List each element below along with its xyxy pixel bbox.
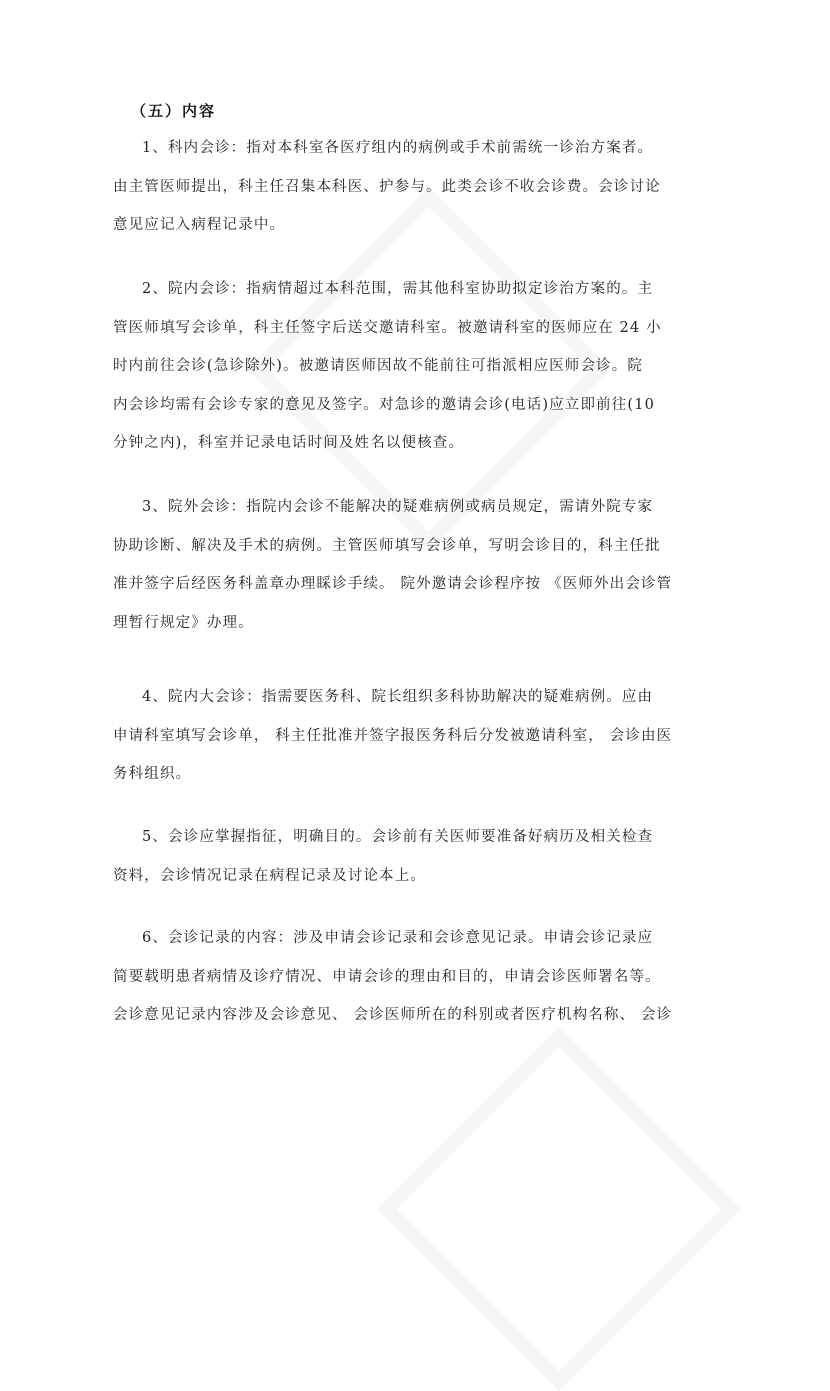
paragraph-line: 由主管医师提出，科主任召集本科医、护参与。此类会诊不收会诊费。会诊讨论 — [113, 178, 661, 195]
section-heading: （五）内容 — [131, 102, 217, 120]
paragraph-line: 简要载明患者病情及诊疗情况、申请会诊的理由和目的，申请会诊医师署名等。 — [113, 968, 661, 985]
paragraph-4 — [113, 678, 717, 794]
paragraph-line: 申请科室填写会诊单， 科主任批准并签字报医务科后分发被邀请科室， 会诊由医 — [113, 727, 673, 744]
paragraph-line: 协助诊断、解决及手术的病例。主管医师填写会诊单，写明会诊目的，科主任批 — [113, 537, 661, 554]
paragraph-line: 理暂行规定》办理。 — [113, 614, 254, 631]
paragraph-line: 管医师填写会诊单，科主任签字后送交邀请科室。被邀请科室的医师应在 24 小 — [113, 319, 662, 336]
paragraph-line: 意见应记入病程记录中。 — [113, 217, 286, 233]
paragraph-3 — [113, 488, 717, 642]
paragraph-5 — [113, 818, 717, 895]
paragraph-line: 3、院外会诊：指院内会诊不能解决的疑难病例或病员规定，需请外院专家 — [142, 499, 654, 515]
paragraph-6 — [113, 919, 717, 1035]
paragraph-2 — [113, 270, 717, 463]
paragraph-line: 4、院内大会诊：指需要医务科、院长组织多科协助解决的疑难病例。应由 — [142, 689, 654, 705]
watermark-logo — [377, 1027, 742, 1391]
paragraph-line: 务科组织。 — [113, 766, 192, 782]
paragraph-line: 1、科内会诊：指对本科室各医疗组内的病例或手术前需统一诊治方案者。 — [142, 140, 654, 156]
paragraph-line: 分钟之内)，科室并记录电话时间及姓名以便核查。 — [113, 435, 465, 451]
paragraph-line: 2、院内会诊：指病情超过本科范围，需其他科室协助拟定诊治方案的。主 — [142, 281, 654, 297]
paragraph-line: 资料，会诊情况记录在病程记录及讨论本上。 — [113, 867, 426, 884]
paragraph-line: 5、会诊应掌握指征，明确目的。会诊前有关医师要准备好病历及相关检查 — [142, 829, 654, 845]
paragraph-line: 时内前往会诊(急诊除外)。被邀请医师因故不能前往可指派相应医师会诊。院 — [113, 358, 644, 374]
paragraph-line: 6、会诊记录的内容：涉及申请会诊记录和会诊意见记录。申请会诊记录应 — [142, 930, 654, 946]
paragraph-line: 准并签字后经医务科盖章办理睬诊手续。 院外邀请会诊程序按 《医师外出会诊管 — [113, 576, 673, 592]
paragraph-line: 会诊意见记录内容涉及会诊意见、 会诊医师所在的科别或者医疗机构名称、 会诊 — [113, 1007, 673, 1023]
paragraph-line: 内会诊均需有会诊专家的意见及签字。对急诊的邀请会诊(电话)应立即前往(10 — [113, 396, 655, 413]
paragraph-1 — [113, 129, 717, 245]
